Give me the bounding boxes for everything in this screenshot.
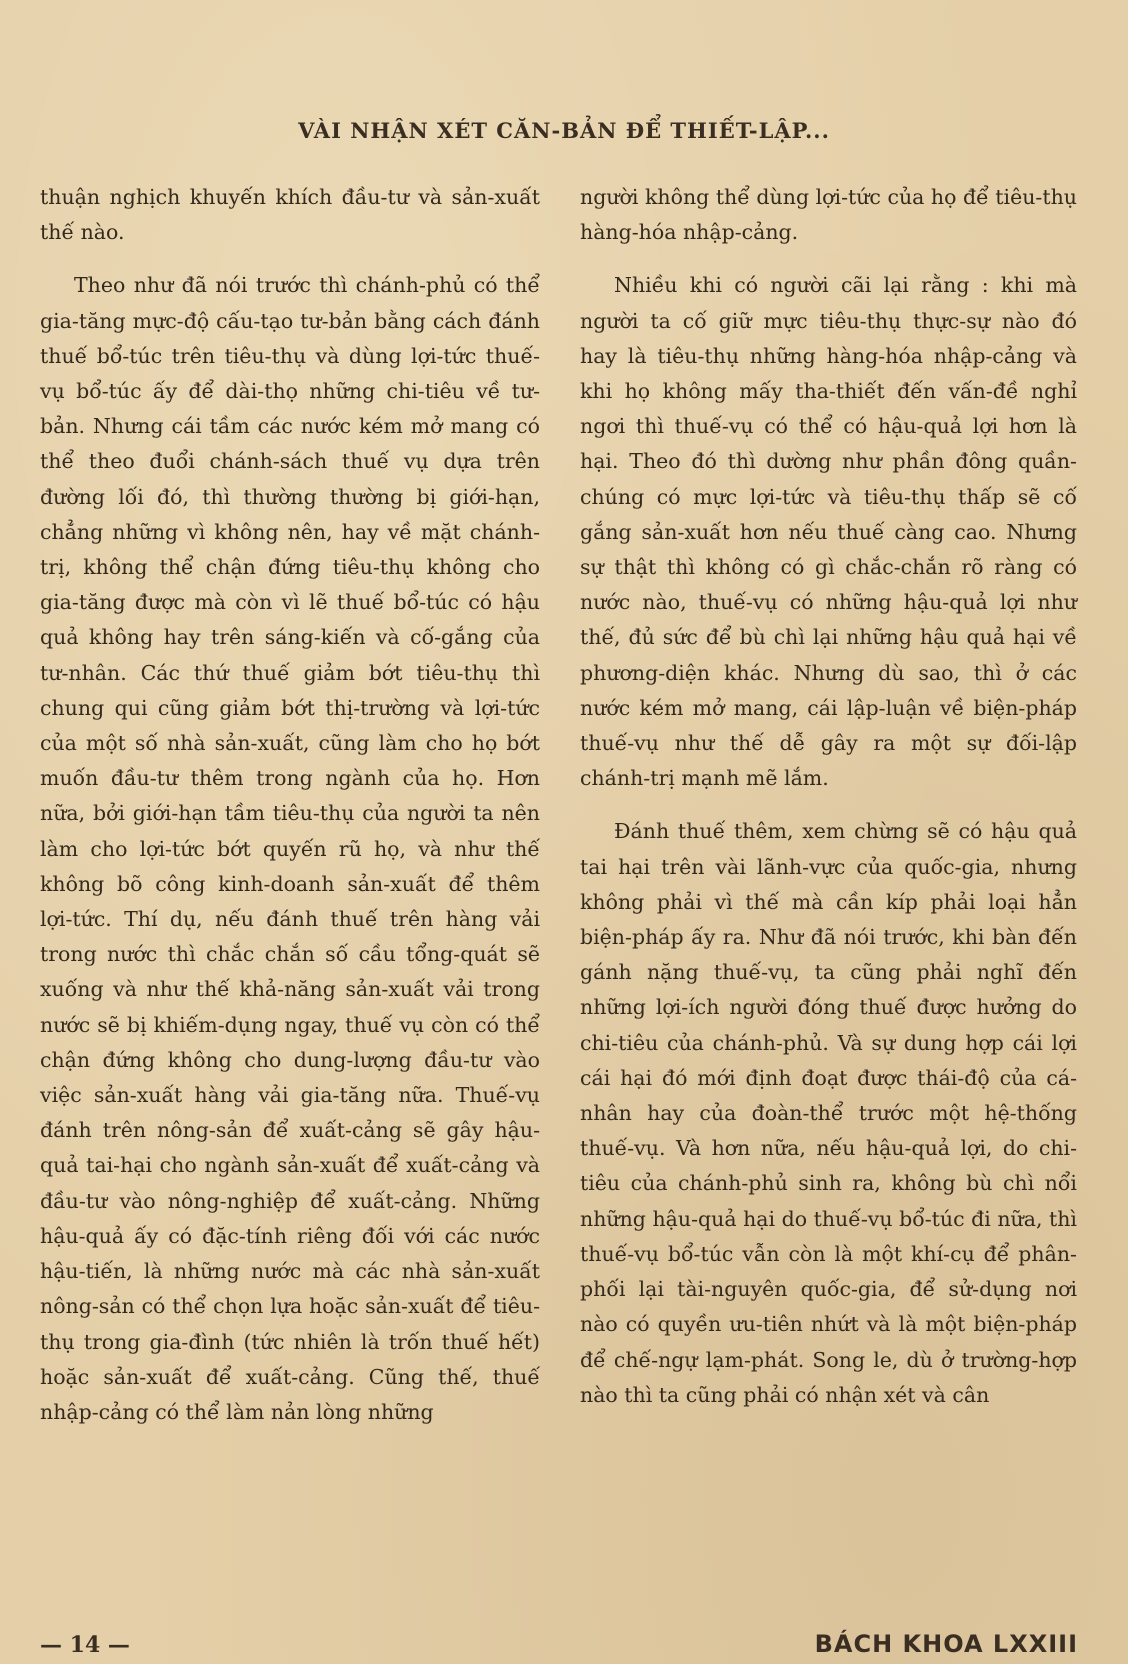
paragraph: Nhiều khi có người cãi lại rằng : khi mà người ta cố giữ mực tiêu-thụ thực-sự nào đó hay là tiêu-thụ những hàng-hóa nhập-cảng và khi họ không mấy tha-thiết đến vấn-đề nghỉ ngơi thì thuế-vụ có thể có hậu-quả lợi hơn là hại. Theo đó thì dường như phần đông quần-chúng có mực lợi-tức và tiêu-thụ thấp sẽ cố gắng sản-xuất hơn nếu thuế càng cao. Nhưng sự thật thì không có gì chắc-chắn rõ ràng có nước nào, thuế-vụ có những hậu-quả lợi như thế, đủ sức để bù chì lại những hậu quả hại về phương-diện khác. Nhưng dù sao, thì ở các nước kém mở mang, cái lập-luận về biện-pháp thuế-vụ như thế dễ gây ra một sự đối-lập chánh-trị mạnh mẽ lắm. (580, 273, 1077, 791)
paragraph: thuận nghịch khuyến khích đầu-tư và sản-xuất thế nào. (40, 185, 540, 245)
magazine-title: BÁCH KHOA LXXIII (814, 1630, 1078, 1658)
paragraph: người không thể dùng lợi-tức của họ để tiêu-thụ hàng-hóa nhập-cảng. (580, 185, 1077, 245)
running-title: VÀI NHẬN XÉT CĂN-BẢN ĐỂ THIẾT-LẬP... (298, 118, 830, 143)
paragraph: Đánh thuế thêm, xem chừng sẽ có hậu quả tai hại trên vài lãnh-vực của quốc-gia, nhưng không phải vì thế mà cần kíp phải loại hẳn biện-pháp ấy ra. Như đã nói trước, khi bàn đến gánh nặng thuế-vụ, ta cũng phải nghĩ đến những lợi-ích người đóng thuế được hưởng do chi-tiêu của chánh-phủ. Và sự dung hợp cái lợi cái hại đó mới định đoạt được thái-độ của cá-nhân hay của đoàn-thể trước một hệ-thống thuế-vụ. Và hơn nữa, nếu hậu-quả lợi, do chi-tiêu của chánh-phủ sinh ra, không bù chì nổi những hậu-quả hại do thuế-vụ bổ-túc đi nữa, thì thuế-vụ bổ-túc vẫn còn là một khí-cụ để phân-phối lại tài-nguyên quốc-gia, để sử-dụng nơi nào có quyền ưu-tiên nhứt và là một biện-pháp để chế-ngự lạm-phát. Song le, dù ở trường-hợp nào thì ta cũng phải có nhận xét và cân (580, 819, 1077, 1407)
right-column (580, 180, 1077, 1431)
left-column (40, 180, 540, 1448)
page-number: — 14 — (40, 1632, 130, 1658)
paragraph: Theo như đã nói trước thì chánh-phủ có thể gia-tăng mực-độ cấu-tạo tư-bản bằng cách đánh thuế bổ-túc trên tiêu-thụ và dùng lợi-tức thuế-vụ bổ-túc ấy để dài-thọ những chi-tiêu về tư-bản. Nhưng cái tầm các nước kém mở mang có thể theo đuổi chánh-sách thuế vụ dựa trên đường lối đó, thì thường thường bị giới-hạn, chẳng những vì không nên, hay về mặt chánh-trị, không thể chận đứng tiêu-thụ không cho gia-tăng được mà còn vì lẽ thuế bổ-túc có hậu quả không hay trên sáng-kiến và cố-gắng của tư-nhân. Các thứ thuế giảm bớt tiêu-thụ thì chung qui cũng giảm bớt thị-trường và lợi-tức của một số nhà sản-xuất, cũng làm cho họ bớt muốn đầu-tư thêm trong ngành của họ. Hơn nữa, bởi giới-hạn tầm tiêu-thụ của người ta nên làm cho lợi-tức bớt quyến rũ họ, và như thế không bõ công kinh-doanh sản-xuất để thêm lợi-tức. Thí dụ, nếu đánh thuế trên hàng vải trong nước thì chắc chắn số cầu tổng-quát sẽ xuống và như thế khả-năng sản-xuất vải trong nước sẽ bị khiếm-dụng ngay, thuế vụ còn có thể chận đứng không cho dung-lượng đầu-tư vào việc sản-xuất hàng vải gia-tăng nữa. Thuế-vụ đánh trên nông-sản để xuất-cảng sẽ gây hậu-quả tai-hại cho ngành sản-xuất để xuất-cảng và đầu-tư vào nông-nghiệp để xuất-cảng. Những hậu-quả ấy có đặc-tính riêng đối với các nước hậu-tiến, là những nước mà các nhà sản-xuất nông-sản có thể chọn lựa hoặc sản-xuất để tiêu-thụ trong gia-đình (tức nhiên là trốn thuế hết) hoặc sản-xuất để xuất-cảng. Cũng thế, thuế nhập-cảng có thể làm nản lòng những (40, 273, 540, 1424)
